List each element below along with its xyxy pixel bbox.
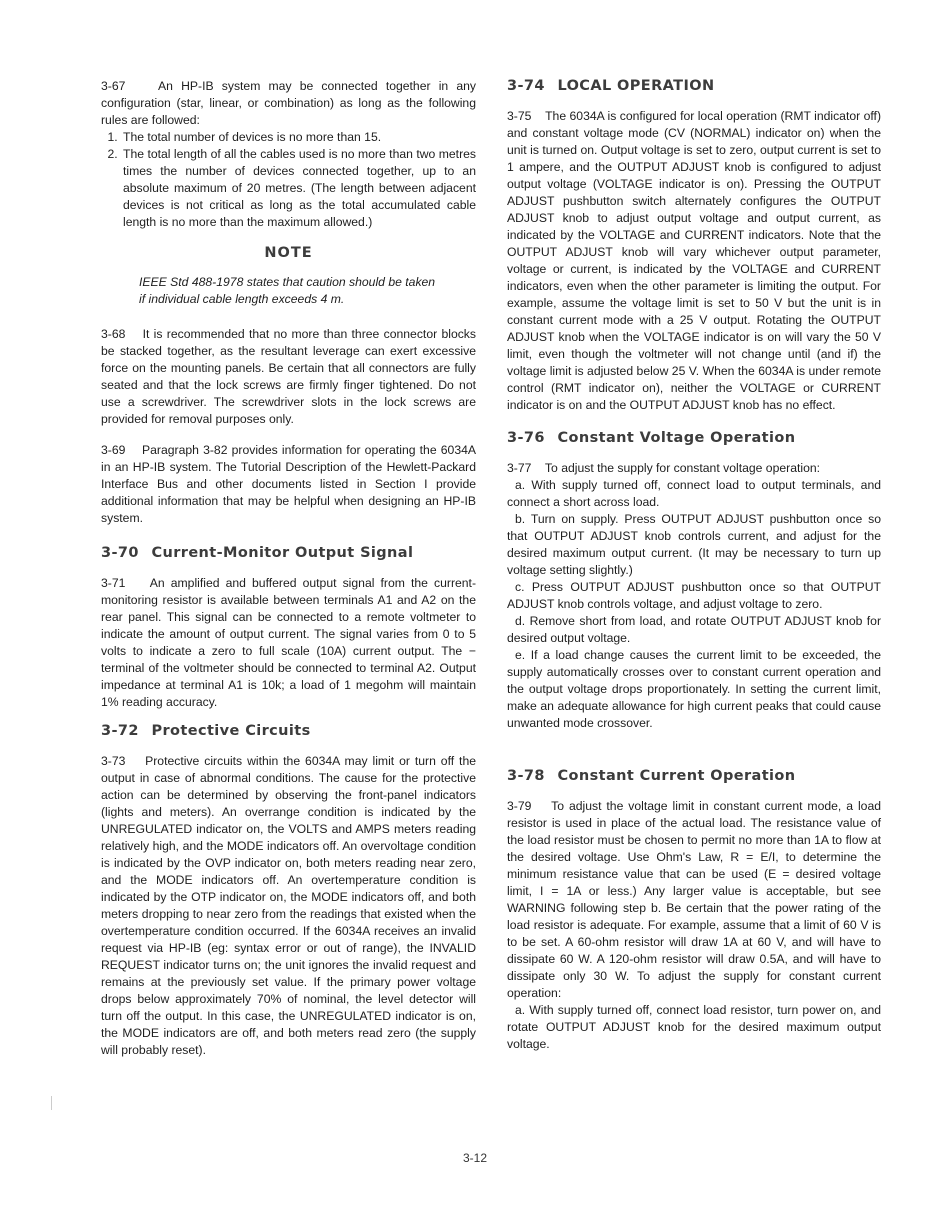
section-number: 3-72 [101,723,139,739]
step-3-79-a: a. With supply turned off, connect load resistor, turn power on, and rotate OUTPUT ADJUST knob for the desired maximum output voltage. [507,1003,881,1051]
step-3-77-d: d. Remove short from load, and rotate OUTPUT ADJUST knob for desired output voltage. [507,614,881,645]
scan-edge-mark [51,1096,52,1110]
paragraph-3-73: 3-73 Protective circuits within the 6034A may limit or turn off the output in case of abnormal conditions. The cause for the protective action can be determined by observing the front-panel indicators (lights and meters). An overrange condition is indicated by the UNREGULATED indicator on, the VOLTS and AMPS meters reading relatively high, and the MODE indicators off. An overvoltage condition is indicated by the OVP indicator on, both meters reading near zero, and the MODE indicators off. An overtemperature condition is indicated by the OTP indicator on, the MODE indicators off, and both meters dropping to near zero from the readings that existed when the overtemperature condition occurred. If the 6034A receives an invalid request via HP-IB (eg: syntax error or out of range), the INVALID REQUEST indicator turns on; the unit ignores the invalid request and remains at the previously set value. If the primary power voltage drops below approximately 70% of nominal, the level detector will turn off the output. In this case, the UNREGULATED indicator is on, the MODE indicators are off, and both meters read zero (the supply will probably reset). [101,754,476,1057]
rule-item-2: 2. The total length of all the cables used is no more than two metres times the number of devices connected together, up to an absolute maximum of 20 metres. (The length between adjacent devices is not critical as long as the total accumulated cable length is no more than the maximum allowed.) [121,146,476,231]
section-title: Constant Current Operation [557,768,796,784]
note-heading: NOTE [264,245,313,261]
section-heading-3-72 [101,721,476,741]
section-heading-3-78 [507,766,881,786]
rule-item-1: 1. The total number of devices is no more than 15. [121,129,476,146]
paragraph-3-69: 3-69 Paragraph 3-82 provides information for operating the 6034A in an HP-IB system. The Tutorial Description of the Hewlett-Packard Interface Bus and other documents listed in Section I provide additional information that may be helpful when designing an HP-IB system. [101,443,476,525]
section-title: Protective Circuits [151,723,311,739]
hpib-rules-list [101,129,476,231]
section-title: Current-Monitor Output Signal [151,545,414,561]
step-3-77-a: a. With supply turned off, connect load to output terminals, and connect a short across load. [507,478,881,509]
right-column [507,78,881,1067]
section-number: 3-74 [507,78,545,94]
section-title: Constant Voltage Operation [557,430,796,446]
page-number: 3-12 [462,1151,488,1165]
paragraph-3-68: 3-68 It is recommended that no more than three connector blocks be stacked together, as the resultant leverage can exert excessive force on the mounting panels. Be certain that all connectors are fully seated and that the lock screws are firmly finger tightened. Do not use a screwdriver. The screwdriver slots in the lock screws are provided for removal purposes only. [101,327,476,426]
section-number: 3-70 [101,545,139,561]
section-number: 3-78 [507,768,545,784]
section-heading-3-70 [101,543,476,563]
paragraph-3-75: 3-75 The 6034A is configured for local operation (RMT indicator off) and constant voltage mode (CV (NORMAL) indicator on) when the unit is turned on. Output voltage is set to zero, output current is set to 1 ampere, and the OUTPUT ADJUST knob is configured to adjust output voltage (VOLTAGE indicator is on). Pressing the OUTPUT ADJUST pushbutton switch alternately configures the OUTPUT ADJUST knob to adjust output voltage and output current, as indicated by the VOLTAGE and CURRENT indicators. Note that the OUTPUT ADJUST knob will vary whichever output parameter, voltage or current, is indicated by the VOLTAGE and CURRENT indicators, even when the other parameter is limiting the output. For example, assume the voltage limit is set to 50 V but the unit is in constant current mode with a 25 V output. Rotating the OUTPUT ADJUST knob when the VOLTAGE indicator is on will vary the 50 V limit, even though the voltmeter will not change until (and if) the voltage limit is adjusted below 25 V. When the 6034A is under remote control (RMT indicator on), neither the VOLTAGE or CURRENT indicator is on and the OUTPUT ADJUST knob has no effect. [507,109,881,412]
section-number: 3-76 [507,430,545,446]
paragraph-3-79: 3-79 To adjust the voltage limit in constant current mode, a load resistor is used in place of the actual load. The resistance value of the load resistor must be chosen to permit no more than 1A to flow at the desired voltage. Use Ohm's Law, R = E/I, to determine the minimum resistance value that can be used (E = desired voltage limit, I = 1A or less.) Any larger value is acceptable, but see WARNING following step b. Be certain that the power rating of the load resistor is adequate. For example, assume that a limit of 60 V is to be set. A 60-ohm resistor will draw 1A at 60 V, and will have to dissipate 60 W. A 120-ohm resistor will draw 0.5A, and will have to dissipate only 30 W. To adjust the supply for constant current operation: [507,799,881,1000]
step-3-77-e: e. If a load change causes the current limit to be exceeded, the supply automatically crosses over to constant current operation and the output voltage drops proportionately. In setting the current limit, make an adequate allowance for high current peaks that could cause unwanted mode crossover. [507,648,881,730]
note-text: IEEE Std 488-1978 states that caution should be taken if individual cable length exceeds 4 m. [139,275,436,306]
paragraph-3-67: 3-67 An HP-IB system may be connected together in any configuration (star, linear, or combination) as long as the following rules are followed: [101,79,476,127]
section-heading-3-76 [507,428,881,448]
section-title: LOCAL OPERATION [557,78,715,94]
step-3-77-b: b. Turn on supply. Press OUTPUT ADJUST pushbutton once so that OUTPUT ADJUST knob controls current, and adjust for the desired maximum output current. (It may be necessary to turn up voltage setting slightly.) [507,512,881,577]
left-column [101,78,476,1073]
paragraph-3-71: 3-71 An amplified and buffered output signal from the current-monitoring resistor is available between terminals A1 and A2 on the rear panel. This signal can be connected to a remote voltmeter to indicate the amount of output current. The signal varies from 0 to 5 volts to indicate a zero to full scale (10A) current output. The − terminal of the voltmeter should be connected to terminal A2. Output impedance at terminal A1 is 10k; a load of 1 megohm will maintain 1% reading accuracy. [101,576,476,709]
section-heading-3-74 [507,76,881,96]
paragraph-3-77: 3-77 To adjust the supply for constant voltage operation: [507,461,821,475]
step-3-77-c: c. Press OUTPUT ADJUST pushbutton once so that OUTPUT ADJUST knob controls voltage, and adjust voltage to zero. [507,580,881,611]
